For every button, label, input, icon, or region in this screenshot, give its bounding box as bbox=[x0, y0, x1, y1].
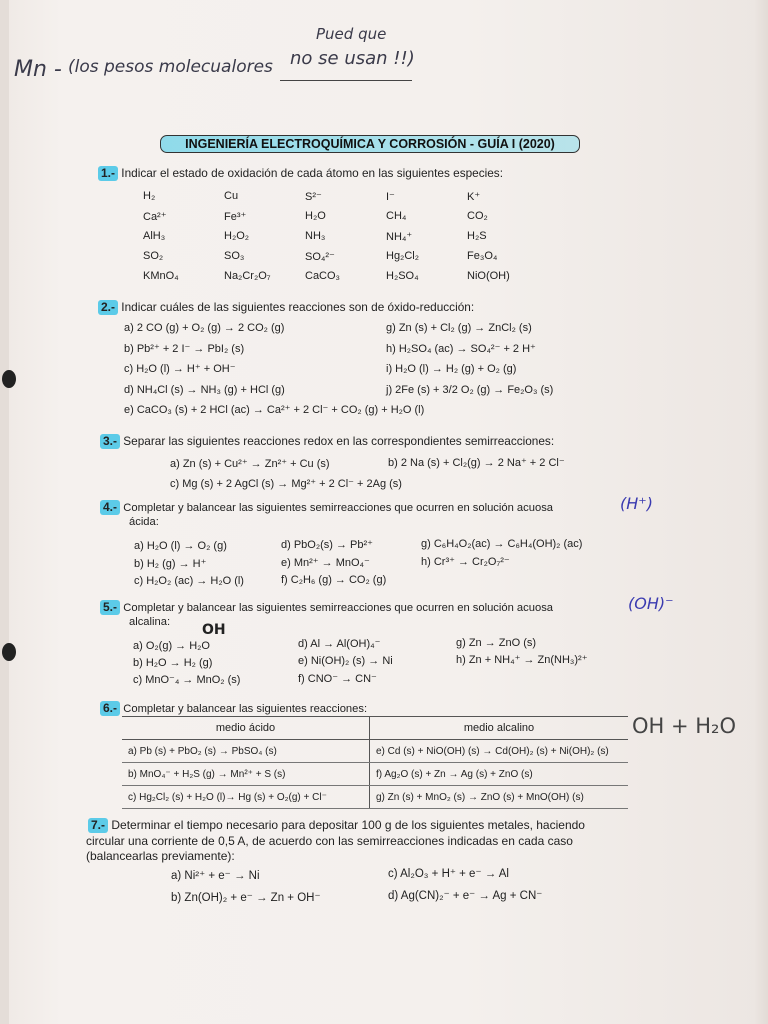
question-number: 5.- bbox=[100, 600, 120, 615]
species: Fe₃O₄ bbox=[467, 250, 498, 262]
question-5 bbox=[100, 600, 553, 616]
grid-row bbox=[143, 206, 583, 226]
species: H₂O bbox=[305, 210, 326, 222]
half-reaction: h) Cr³⁺ → Cr₂O₇²⁻ bbox=[421, 556, 510, 568]
reaction: h) H₂SO₄ (ac) → SO₄²⁻ + 2 H⁺ bbox=[386, 343, 536, 355]
reaction: d) NH₄Cl (s) → NH₃ (g) + HCl (g) bbox=[124, 384, 285, 396]
reaction: j) 2Fe (s) + 3/2 O₂ (g) → Fe₂O₃ (s) bbox=[386, 384, 554, 396]
reaction: e) CaCO₃ (s) + 2 HCl (ac) → Ca²⁺ + 2 Cl⁻ + CO₂ (g) + H₂O (l) bbox=[124, 404, 425, 416]
species: AlH₃ bbox=[143, 230, 166, 242]
table-row bbox=[122, 763, 628, 786]
question-text: Determinar el tiempo necesario para depositar 100 g de los siguientes metales, haciendo bbox=[111, 818, 585, 832]
half-reaction: b) Zn(OH)₂ + e⁻ → Zn + OH⁻ bbox=[171, 892, 321, 904]
table-cell: e) Cd (s) + NiO(OH) (s) → Cd(OH)₂ (s) + Ni(OH)₂ (s) bbox=[370, 740, 629, 763]
handwritten-right-note: no se usan !!) bbox=[290, 48, 415, 69]
half-reaction: e) Mn²⁺ → MnO₄⁻ bbox=[281, 557, 370, 569]
question-text-cont: ácida: bbox=[129, 516, 159, 528]
half-reaction: a) H₂O (l) → O₂ (g) bbox=[134, 540, 227, 552]
species: Ca²⁺ bbox=[143, 210, 167, 223]
species: S²⁻ bbox=[305, 190, 322, 203]
punch-hole bbox=[2, 370, 16, 388]
species: K⁺ bbox=[467, 190, 481, 203]
species: H₂SO₄ bbox=[386, 270, 419, 282]
half-reaction: a) O₂(g) → H₂O bbox=[133, 640, 210, 652]
table-cell: g) Zn (s) + MnO₂ (s) → ZnO (s) + MnO(OH) (s) bbox=[370, 786, 629, 809]
species: Cu bbox=[224, 190, 239, 202]
question-text: Completar y balancear las siguientes semirreacciones que ocurren en solución acuosa bbox=[123, 602, 554, 614]
species: Na₂Cr₂O₇ bbox=[224, 270, 271, 282]
reaction: c) H₂O (l) → H⁺ + OH⁻ bbox=[124, 363, 236, 375]
handwritten-h-plus: (H⁺) bbox=[620, 494, 653, 513]
question-text-cont: (balancearlas previamente): bbox=[86, 849, 235, 863]
table-cell: b) MnO₄⁻ + H₂S (g) → Mn²⁺ + S (s) bbox=[122, 763, 370, 786]
question-text: Indicar el estado de oxidación de cada átomo en las siguientes especies: bbox=[121, 166, 503, 180]
half-reaction: f) CNO⁻ → CN⁻ bbox=[298, 673, 377, 685]
handwritten-oh-minus: (OH)⁻ bbox=[628, 594, 674, 613]
half-reaction: d) Al → Al(OH)₄⁻ bbox=[298, 638, 381, 650]
question-text: Completar y balancear las siguientes reacciones: bbox=[123, 703, 368, 715]
species: NiO(OH) bbox=[467, 270, 510, 282]
species: H₂O₂ bbox=[224, 230, 250, 242]
question-number: 4.- bbox=[100, 500, 120, 515]
table-cell: c) Hg₂Cl₂ (s) + H₂O (l)→ Hg (s) + O₂(g) + Cl⁻ bbox=[122, 786, 370, 809]
question-text-cont: circular una corriente de 0,5 A, de acuerdo con las semirreacciones indicadas en cada caso bbox=[86, 834, 573, 848]
species: NH₄⁺ bbox=[386, 230, 413, 243]
species: SO₄²⁻ bbox=[305, 250, 335, 263]
half-reaction: g) C₆H₄O₂(ac) → C₆H₄(OH)₂ (ac) bbox=[421, 538, 583, 550]
handwritten-middle-note: (los pesos molecualores bbox=[68, 57, 273, 77]
handwritten-oh-h2o: OH + H₂O bbox=[632, 714, 737, 738]
table-cell: a) Pb (s) + PbO₂ (s) → PbSO₄ (s) bbox=[122, 740, 370, 763]
col-acid: medio ácido bbox=[122, 717, 370, 740]
species: SO₃ bbox=[224, 250, 245, 262]
handwritten-left-note: Mn - bbox=[14, 57, 62, 82]
species: CO₂ bbox=[467, 210, 488, 222]
half-reaction: g) Zn → ZnO (s) bbox=[456, 637, 537, 649]
question-text: Completar y balancear las siguientes semirreacciones que ocurren en solución acuosa bbox=[123, 502, 554, 514]
question-number: 1.- bbox=[98, 166, 118, 181]
species-grid bbox=[143, 186, 583, 286]
half-reaction: a) Ni²⁺ + e⁻ → Ni bbox=[171, 870, 260, 882]
species: CaCO₃ bbox=[305, 270, 341, 282]
question-2 bbox=[98, 300, 474, 315]
question-6 bbox=[100, 701, 367, 717]
table-row bbox=[122, 740, 628, 763]
species: Fe³⁺ bbox=[224, 210, 247, 223]
species: H₂S bbox=[467, 230, 487, 242]
grid-row bbox=[143, 266, 583, 286]
page-left-edge bbox=[0, 0, 9, 1024]
question-number: 3.- bbox=[100, 434, 120, 449]
table-cell: f) Ag₂O (s) + Zn → Ag (s) + ZnO (s) bbox=[370, 763, 629, 786]
question-1 bbox=[98, 166, 503, 181]
page-right-edge bbox=[754, 0, 768, 1024]
question-number: 6.- bbox=[100, 701, 120, 716]
question-number: 2.- bbox=[98, 300, 118, 315]
question-3 bbox=[100, 434, 554, 449]
question-text-cont: alcalina: bbox=[129, 616, 171, 628]
species: H₂ bbox=[143, 190, 156, 202]
species: Hg₂Cl₂ bbox=[386, 250, 419, 262]
reaction: c) Mg (s) + 2 AgCl (s) → Mg²⁺ + 2 Cl⁻ + 2Ag (s) bbox=[170, 478, 402, 490]
reaction: i) H₂O (l) → H₂ (g) + O₂ (g) bbox=[386, 363, 517, 375]
half-reaction: b) H₂ (g) → H⁺ bbox=[134, 558, 207, 570]
half-reaction: c) Al₂O₃ + H⁺ + e⁻ → Al bbox=[388, 868, 509, 880]
reaction: b) Pb²⁺ + 2 I⁻ → PbI₂ (s) bbox=[124, 343, 245, 355]
question-4 bbox=[100, 500, 553, 516]
question-7 bbox=[88, 818, 585, 833]
half-reaction: b) H₂O → H₂ (g) bbox=[133, 657, 213, 669]
grid-row bbox=[143, 226, 583, 246]
half-reaction: c) H₂O₂ (ac) → H₂O (l) bbox=[134, 575, 244, 587]
half-reaction: d) PbO₂(s) → Pb²⁺ bbox=[281, 539, 373, 551]
reaction: a) 2 CO (g) + O₂ (g) → 2 CO₂ (g) bbox=[124, 322, 285, 334]
reaction: b) 2 Na (s) + Cl₂(g) → 2 Na⁺ + 2 Cl⁻ bbox=[388, 457, 565, 469]
grid-row bbox=[143, 246, 583, 266]
species: NH₃ bbox=[305, 230, 326, 242]
table-row bbox=[122, 786, 628, 809]
species: SO₂ bbox=[143, 250, 164, 262]
half-reaction: e) Ni(OH)₂ (s) → Ni bbox=[298, 655, 393, 667]
table-header-row bbox=[122, 717, 628, 740]
handwritten-underline bbox=[280, 80, 412, 81]
question-text: Indicar cuáles de las siguientes reacciones son de óxido-reducción: bbox=[121, 300, 475, 314]
half-reaction: c) MnO⁻₄ → MnO₂ (s) bbox=[133, 674, 241, 686]
species: I⁻ bbox=[386, 190, 395, 203]
question-number: 7.- bbox=[88, 818, 108, 833]
half-reaction: f) C₂H₆ (g) → CO₂ (g) bbox=[281, 574, 387, 586]
grid-row bbox=[143, 186, 583, 206]
reaction: g) Zn (s) + Cl₂ (g) → ZnCl₂ (s) bbox=[386, 322, 532, 334]
page-title: INGENIERÍA ELECTROQUÍMICA Y CORROSIÓN - GUÍA I (2020) bbox=[160, 135, 580, 153]
reactions-table bbox=[122, 717, 628, 809]
col-alkaline: medio alcalino bbox=[370, 717, 629, 740]
half-reaction: h) Zn + NH₄⁺ → Zn(NH₃)²⁺ bbox=[456, 654, 588, 666]
handwritten-top-note: Pued que bbox=[316, 25, 387, 43]
half-reaction: d) Ag(CN)₂⁻ + e⁻ → Ag + CN⁻ bbox=[388, 890, 543, 902]
species: CH₄ bbox=[386, 210, 407, 222]
handwritten-oh-correction: OH bbox=[202, 622, 226, 638]
species: KMnO₄ bbox=[143, 270, 179, 282]
reaction: a) Zn (s) + Cu²⁺ → Zn²⁺ + Cu (s) bbox=[170, 458, 330, 470]
punch-hole bbox=[2, 643, 16, 661]
question-text: Separar las siguientes reacciones redox en las correspondientes semirreacciones: bbox=[123, 434, 555, 448]
